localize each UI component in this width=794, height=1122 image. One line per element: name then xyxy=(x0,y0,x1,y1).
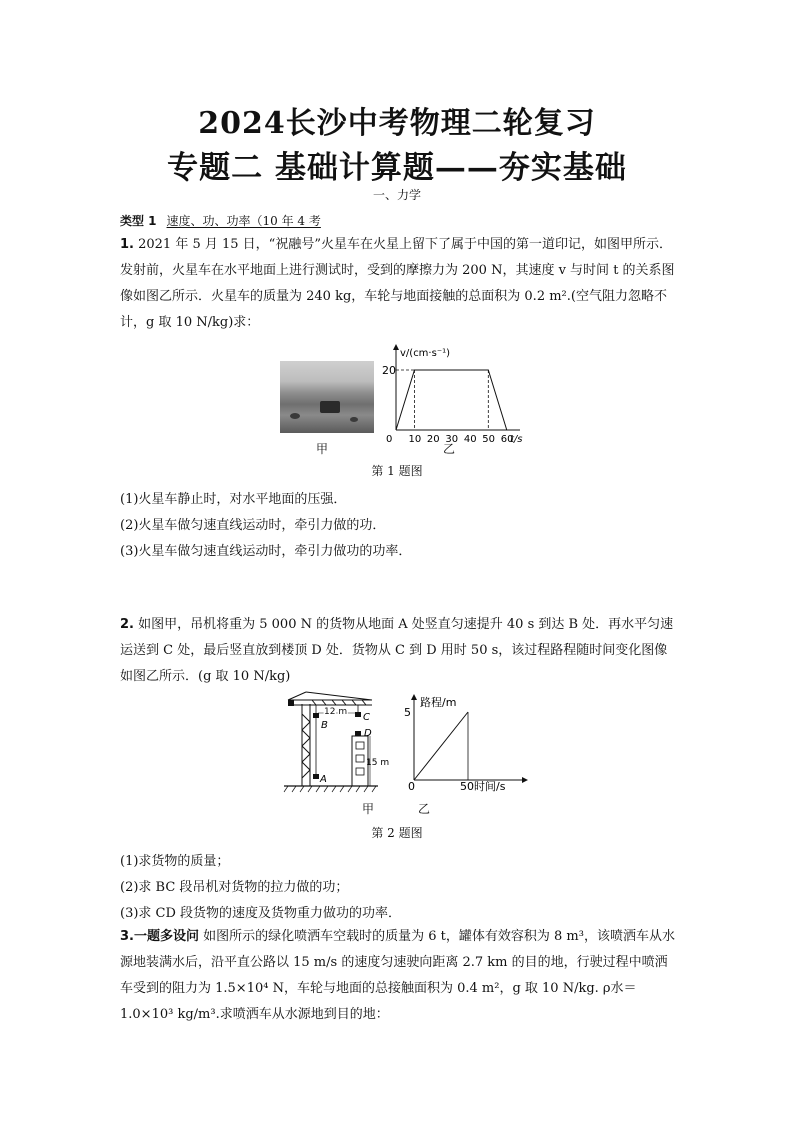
x-tick-label: 60 xyxy=(500,434,514,445)
section-heading: 一、力学 xyxy=(372,188,421,202)
mars-rover-photo xyxy=(280,361,374,433)
graph2-ytick: 5 xyxy=(404,706,411,719)
distance-time-graph xyxy=(400,692,530,792)
question-1-text: 2021 年 5 月 15 日，“祝融号”火星车在火星上留下了属于中国的第一道印记，如图甲所示．发射前，火星车在水平地面上进行测试时，受到的摩擦力为 200 N，其速度 v 与时间 t 的关系图像如图乙所示．火星车的质量为 240 kg，车轮与地面接触的总面积为 0.2 m².(空气阻力忽略不计，g 取 10 N/kg)求： xyxy=(120,237,675,330)
figure-1-label-jia: 甲 xyxy=(316,442,329,456)
type-text: 速度、功、功率（10 年 4 考 xyxy=(166,214,321,228)
question-2-text: 如图甲，吊机将重为 5 000 N 的货物从地面 A 处竖直匀速提升 40 s 到达 B 处．再水平匀速运送到 C 处，最后竖直放到楼顶 D 处．货物从 C 到 D 用时 50 s，该过程路程随时间变化图像如图乙所示．(g 取 10 N/kg) xyxy=(120,617,674,684)
question-2 xyxy=(120,612,680,690)
question-1-number: 1. xyxy=(120,237,134,252)
type-heading xyxy=(120,212,321,229)
question-3 xyxy=(120,924,680,1028)
figure-2-label-yi: 乙 xyxy=(418,802,431,816)
x-tick-label: 30 xyxy=(445,434,459,445)
x-tick-label: 50 xyxy=(482,434,496,445)
graph2-ylabel: 路程/m xyxy=(420,696,457,709)
figure-2-caption: 第 2 题图 xyxy=(371,826,423,840)
crane-width-label: 12 m xyxy=(324,707,348,717)
x-tick-label: 20 xyxy=(426,434,440,445)
crane-height-label: 15 m xyxy=(366,758,390,768)
crane-label-d: D xyxy=(364,728,372,739)
graph2-xtick: 50 xyxy=(460,780,474,793)
x-axis-label: t/s xyxy=(510,434,523,445)
question-1 xyxy=(120,232,680,336)
velocity-series-line xyxy=(396,370,507,430)
question-3-text: 如图所示的绿化喷洒车空载时的质量为 6 t，罐体有效容积为 8 m³，该喷洒车从水源地装满水后，沿平直公路以 15 m/s 的速度匀速驶向距离 2.7 km 的目的地，行驶过程中喷洒车受到的阻力为 1.5×10⁴ N，车轮与地面的总接触面积为 0.4 m²，g 取 10 N/kg. ρ水＝1.0×10³ kg/m³.求喷洒车从水源地到目的地： xyxy=(120,929,675,1022)
q2-sub-2: (2)求 BC 段吊机对货物的拉力做的功； xyxy=(120,880,349,895)
crane-label-a: A xyxy=(320,774,327,785)
x-tick-label: 0 xyxy=(386,434,393,445)
y-tick-label: 20 xyxy=(382,364,396,377)
crane-label-c: C xyxy=(363,712,370,723)
figure-1-label-yi: 乙 xyxy=(443,442,456,456)
y-axis-arrow xyxy=(393,344,399,350)
question-3-number: 3.一题多设问 xyxy=(120,929,199,944)
figure-1-caption: 第 1 题图 xyxy=(371,464,423,478)
q1-sub-2: (2)火星车做匀速直线运动时，牵引力做的功． xyxy=(120,518,386,533)
document-subtitle: 专题二 基础计算题——夯实基础 xyxy=(167,150,627,186)
graph2-origin: 0 xyxy=(408,780,415,793)
x-tick-label: 40 xyxy=(463,434,477,445)
rover-icon xyxy=(320,401,340,413)
y-axis-label: v/(cm·s⁻¹) xyxy=(400,348,451,359)
crane-diagram xyxy=(282,690,390,800)
document-title: 2024长沙中考物理二轮复习 xyxy=(198,106,596,141)
q1-sub-3: (3)火星车做匀速直线运动时，牵引力做功的功率． xyxy=(120,544,412,559)
figure-2-label-jia: 甲 xyxy=(362,802,375,816)
graph2-xlabel: 时间/s xyxy=(474,780,506,793)
crane-label-b: B xyxy=(321,720,328,731)
q2-sub-3: (3)求 CD 段货物的速度及货物重力做功的功率． xyxy=(120,906,402,921)
type-label: 类型 1 xyxy=(120,214,157,228)
question-2-number: 2. xyxy=(120,617,134,632)
x-tick-label: 10 xyxy=(408,434,422,445)
q2-sub-1: (1)求货物的质量； xyxy=(120,854,230,869)
q1-sub-1: (1)火星车静止时，对水平地面的压强． xyxy=(120,492,347,507)
